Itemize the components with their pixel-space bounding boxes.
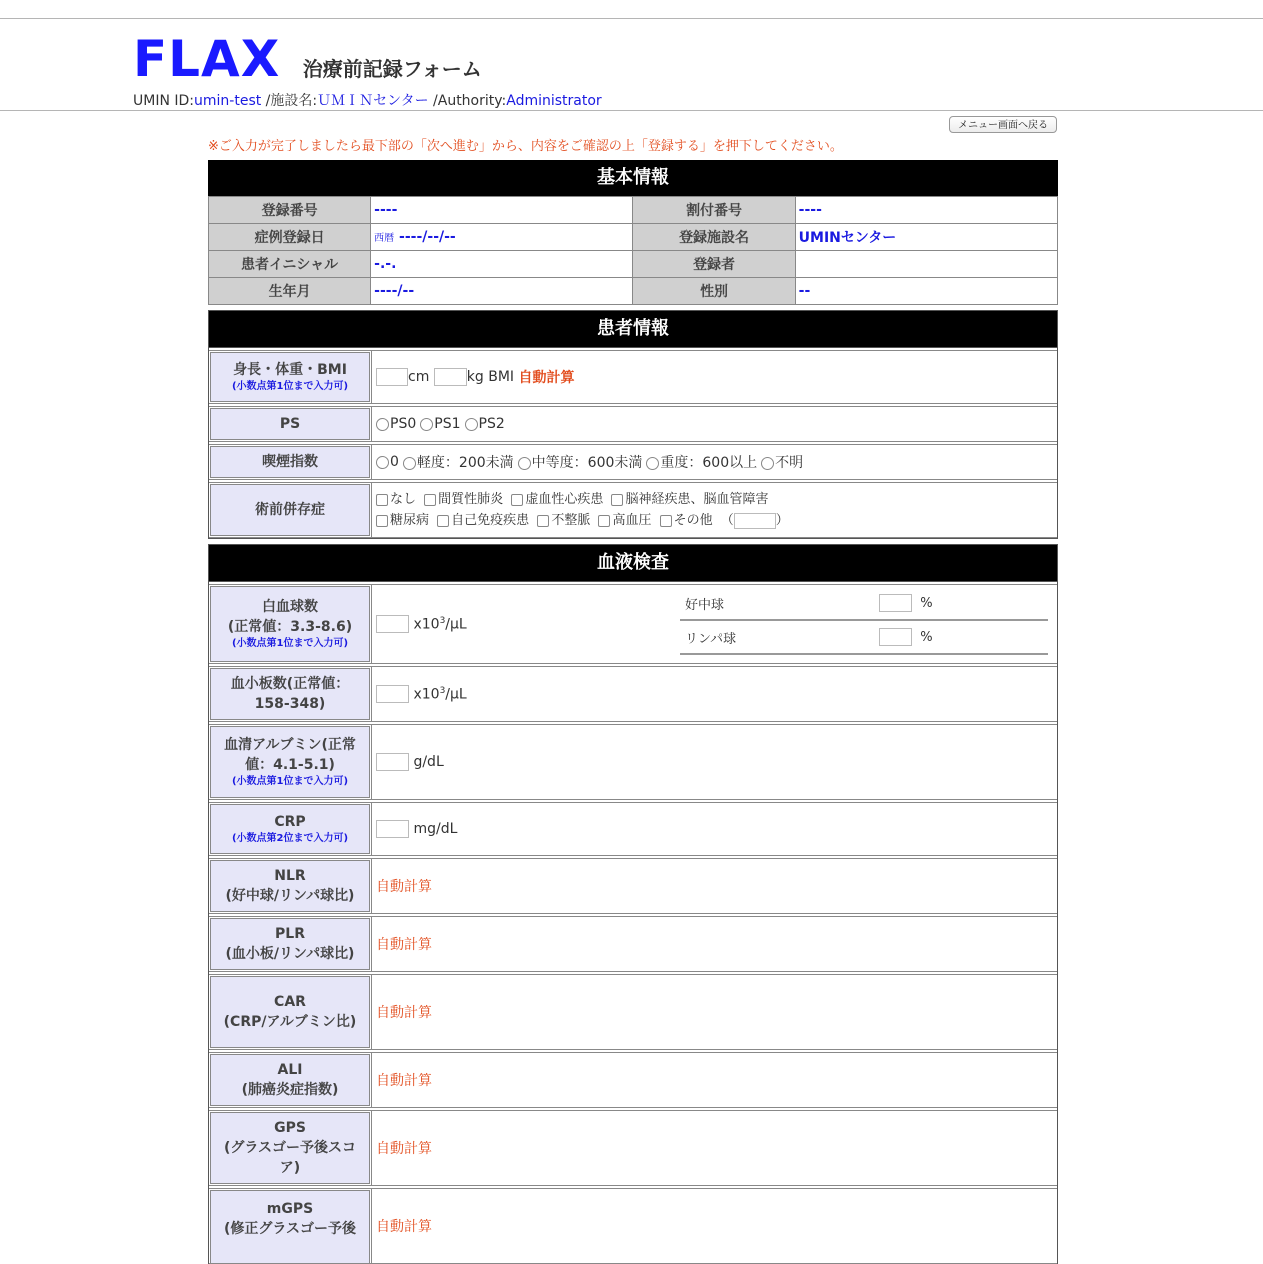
ali-auto-calc: 自動計算	[376, 1073, 432, 1089]
crp-title: CRP	[274, 814, 306, 830]
smoking-option-label: 軽度：200未満	[416, 455, 514, 471]
platelet-input[interactable]	[376, 685, 409, 703]
facility-label: 登録施設名	[633, 224, 795, 251]
checkbox-icon[interactable]	[660, 515, 672, 527]
other-close-paren: ）	[775, 513, 789, 528]
comorbidity-option[interactable]	[598, 513, 651, 528]
lymphocyte-unit: %	[920, 629, 933, 645]
basic-info-table	[208, 196, 1058, 305]
smoking-option[interactable]	[518, 452, 643, 472]
car-title: CAR	[274, 994, 306, 1010]
body-measure-title: 身長・体重・BMI	[233, 362, 347, 378]
plr-subtitle: (血小板/リンパ球比)	[225, 946, 355, 962]
ali-subtitle: (肺癌炎症指数)	[241, 1082, 339, 1098]
albumin-input[interactable]	[376, 753, 409, 771]
platelet-inputs	[371, 667, 1057, 721]
blood-test-heading: 血液検査	[209, 545, 1057, 582]
radio-icon[interactable]	[518, 457, 531, 470]
comorbidity-options	[371, 483, 1057, 537]
height-unit: cm	[408, 369, 430, 385]
smoking-option-label: 不明	[775, 455, 804, 471]
albumin-unit: g/dL	[413, 754, 444, 770]
basic-info-heading: 基本情報	[208, 160, 1058, 196]
comorbidity-option-label: 高血圧	[612, 513, 652, 528]
plr-value	[371, 917, 1057, 971]
flax-logo: FLAX	[133, 30, 281, 88]
body-measure-note: (小数点第1位まで入力可)	[231, 381, 349, 392]
wbc-label	[210, 586, 370, 662]
smoking-option[interactable]	[646, 452, 757, 472]
checkbox-icon[interactable]	[598, 515, 610, 527]
reg-no-label: 登録番号	[209, 197, 371, 224]
checkbox-icon[interactable]	[424, 494, 436, 506]
mgps-subtitle: (修正グラスゴー予後	[224, 1221, 356, 1237]
crp-row	[209, 802, 1057, 856]
birth-value: ----/--	[371, 278, 633, 305]
lymphocyte-input[interactable]	[879, 628, 912, 646]
facility-label: /施設名:	[261, 93, 318, 109]
ps-option[interactable]	[420, 416, 460, 432]
weight-input[interactable]	[434, 368, 467, 386]
albumin-label	[210, 726, 370, 798]
albumin-row	[209, 724, 1057, 800]
nlr-value	[371, 859, 1057, 913]
crp-inputs	[371, 803, 1057, 855]
comorbidity-option[interactable]	[376, 513, 429, 528]
wbc-row	[209, 584, 1057, 664]
plr-label	[210, 918, 370, 970]
comorbidity-option[interactable]	[537, 513, 590, 528]
comorbidity-option[interactable]	[437, 513, 529, 528]
wbc-unit: $x10^3/\mu L$	[413, 615, 467, 633]
initials-label: 患者イニシャル	[209, 251, 371, 278]
ps-label: PS	[210, 408, 370, 440]
radio-icon[interactable]	[646, 457, 659, 470]
checkbox-icon[interactable]	[376, 515, 388, 527]
checkbox-icon[interactable]	[611, 494, 623, 506]
smoking-label: 喫煙指数	[210, 446, 370, 478]
ali-title: ALI	[277, 1062, 303, 1078]
comorbidity-option[interactable]	[424, 492, 503, 507]
weight-bmi-unit: kg BMI	[466, 369, 515, 385]
case-date-label: 症例登録日	[209, 224, 371, 251]
form-main	[208, 160, 1058, 1264]
header-rule	[0, 110, 1263, 111]
sex-value: --	[795, 278, 1057, 305]
authority-label: /Authority:	[428, 93, 507, 109]
checkbox-icon[interactable]	[376, 494, 388, 506]
car-subtitle: (CRP/アルブミン比)	[223, 1014, 357, 1030]
patient-info-section	[208, 310, 1058, 539]
platelet-label: 血小板数(正常値：158-348)	[210, 668, 370, 720]
gps-value	[371, 1111, 1057, 1185]
nlr-row	[209, 858, 1057, 914]
user-info-line	[133, 90, 602, 110]
radio-icon[interactable]	[761, 457, 774, 470]
crp-input[interactable]	[376, 820, 409, 838]
smoking-option-label: 0	[390, 454, 399, 470]
bmi-auto-calc: 自動計算	[518, 370, 575, 386]
car-label	[210, 976, 370, 1048]
nlr-label	[210, 860, 370, 912]
comorbidity-option-label: 間質性肺炎	[438, 492, 504, 507]
comorbidity-option-label: 虚血性心疾患	[525, 492, 604, 507]
comorbidity-option-label: なし	[390, 492, 417, 507]
comorbidity-option[interactable]	[611, 492, 768, 507]
gps-auto-calc: 自動計算	[376, 1141, 432, 1157]
smoking-option[interactable]	[761, 452, 803, 472]
ps-row	[209, 406, 1057, 442]
case-date-value	[371, 224, 633, 251]
mgps-value	[371, 1189, 1057, 1263]
smoking-option-label: 重度：600以上	[660, 455, 758, 471]
facility-name: ＵＭＩＮセンター	[317, 93, 429, 109]
albumin-title: 血清アルブミン(正常値：4.1-5.1)	[224, 737, 356, 773]
comorbidity-option-label: その他	[673, 513, 713, 528]
crp-label	[210, 804, 370, 854]
era-label: 西暦	[374, 233, 395, 244]
comorbidity-option[interactable]	[511, 492, 603, 507]
other-comorbidity-input[interactable]	[734, 513, 776, 529]
comorbidity-option[interactable]	[660, 513, 713, 528]
sex-label: 性別	[633, 278, 795, 305]
patient-info-heading: 患者情報	[209, 311, 1057, 348]
car-row	[209, 974, 1057, 1050]
plr-row	[209, 916, 1057, 972]
body-measure-inputs	[371, 351, 1057, 403]
comorbidity-option[interactable]	[376, 492, 416, 507]
albumin-inputs	[371, 725, 1057, 799]
neutrophil-row	[680, 587, 1048, 621]
wbc-input[interactable]	[376, 615, 409, 633]
body-measure-label	[210, 352, 370, 402]
initials-value: -.-.	[371, 251, 633, 278]
case-date-text: ----/--/--	[399, 229, 456, 245]
gps-row	[209, 1110, 1057, 1186]
authority-value: Administrator	[506, 93, 602, 109]
ps-option-label: PS2	[478, 416, 505, 432]
gps-title: GPS	[274, 1120, 306, 1136]
wbc-differential	[680, 587, 1048, 655]
ps-option-label: PS1	[434, 416, 461, 432]
ali-row	[209, 1052, 1057, 1108]
plr-auto-calc: 自動計算	[376, 937, 432, 953]
page-title: 治療前記録フォーム	[302, 57, 482, 81]
back-to-menu-button[interactable]: メニュー画面へ戻る	[949, 116, 1057, 133]
comorbidity-line-1	[376, 489, 772, 510]
ali-value	[371, 1053, 1057, 1107]
wbc-range: (正常値：3.3-8.6)	[227, 619, 353, 635]
lymphocyte-label: リンパ球	[685, 631, 737, 647]
plr-title: PLR	[275, 926, 305, 942]
app-header	[133, 30, 482, 88]
radio-icon[interactable]	[376, 418, 389, 431]
instruction-notice: ※ご入力が完了しましたら最下部の「次へ進む」から、内容をご確認の上「登録する」を押下してください。	[208, 139, 843, 154]
comorbidity-label: 術前併存症	[210, 484, 370, 536]
smoking-option[interactable]	[403, 452, 514, 472]
comorbidity-line-2	[376, 510, 789, 531]
gps-label	[210, 1112, 370, 1184]
nlr-title: NLR	[274, 868, 306, 884]
radio-icon[interactable]	[376, 456, 389, 469]
comorbidity-option-label: 脳神経疾患、脳血管障害	[625, 492, 769, 507]
top-rule	[0, 18, 1263, 19]
checkbox-icon[interactable]	[537, 515, 549, 527]
radio-icon[interactable]	[420, 418, 433, 431]
ps-option[interactable]	[465, 416, 505, 432]
mgps-label	[210, 1190, 370, 1264]
alloc-no-value: ----	[795, 197, 1057, 224]
smoking-option[interactable]	[376, 454, 399, 470]
crp-note: (小数点第2位まで入力可)	[231, 833, 349, 844]
body-measure-row	[209, 350, 1057, 404]
nlr-auto-calc: 自動計算	[376, 879, 432, 895]
mgps-title: mGPS	[266, 1201, 314, 1217]
umin-id: umin-test	[194, 93, 262, 109]
comorbidity-option-label: 自己免疫疾患	[451, 513, 530, 528]
reg-no-value: ----	[371, 197, 633, 224]
radio-icon[interactable]	[403, 457, 416, 470]
ps-option[interactable]	[376, 416, 416, 432]
ali-label	[210, 1054, 370, 1106]
gps-subtitle: (グラスゴー予後スコア)	[224, 1140, 356, 1176]
wbc-inputs	[371, 585, 1057, 663]
smoking-option-label: 中等度：600未満	[531, 455, 643, 471]
checkbox-icon[interactable]	[511, 494, 523, 506]
checkbox-icon[interactable]	[437, 515, 449, 527]
birth-label: 生年月	[209, 278, 371, 305]
registrant-value	[795, 251, 1057, 278]
alloc-no-label: 割付番号	[633, 197, 795, 224]
neutrophil-unit: %	[920, 595, 933, 611]
platelet-unit: $x10^3/\mu L$	[413, 685, 467, 703]
crp-unit: mg/dL	[413, 821, 458, 837]
car-auto-calc: 自動計算	[376, 1005, 432, 1021]
blood-test-section	[208, 544, 1058, 1264]
neutrophil-label: 好中球	[685, 597, 725, 613]
smoking-row	[209, 444, 1057, 480]
comorbidity-option-label: 糖尿病	[390, 513, 430, 528]
lymphocyte-row	[680, 621, 1048, 655]
umin-label: UMIN ID:	[133, 93, 195, 109]
nlr-subtitle: (好中球/リンパ球比)	[225, 888, 355, 904]
other-open-paren: （	[720, 513, 734, 528]
comorbidity-row	[209, 482, 1057, 538]
wbc-note: (小数点第1位まで入力可)	[231, 638, 349, 649]
neutrophil-input[interactable]	[879, 594, 912, 612]
mgps-auto-calc: 自動計算	[376, 1219, 432, 1235]
ps-option-label: PS0	[390, 416, 417, 432]
ps-options	[371, 407, 1057, 441]
radio-icon[interactable]	[465, 418, 478, 431]
height-input[interactable]	[376, 368, 408, 386]
mgps-row	[209, 1188, 1057, 1264]
albumin-note: (小数点第1位まで入力可)	[231, 776, 349, 787]
smoking-options	[371, 445, 1057, 479]
platelet-row	[209, 666, 1057, 722]
wbc-title: 白血球数	[262, 599, 318, 615]
facility-value: UMINセンター	[795, 224, 1057, 251]
car-value	[371, 975, 1057, 1049]
registrant-label: 登録者	[633, 251, 795, 278]
comorbidity-option-label: 不整脈	[551, 513, 591, 528]
